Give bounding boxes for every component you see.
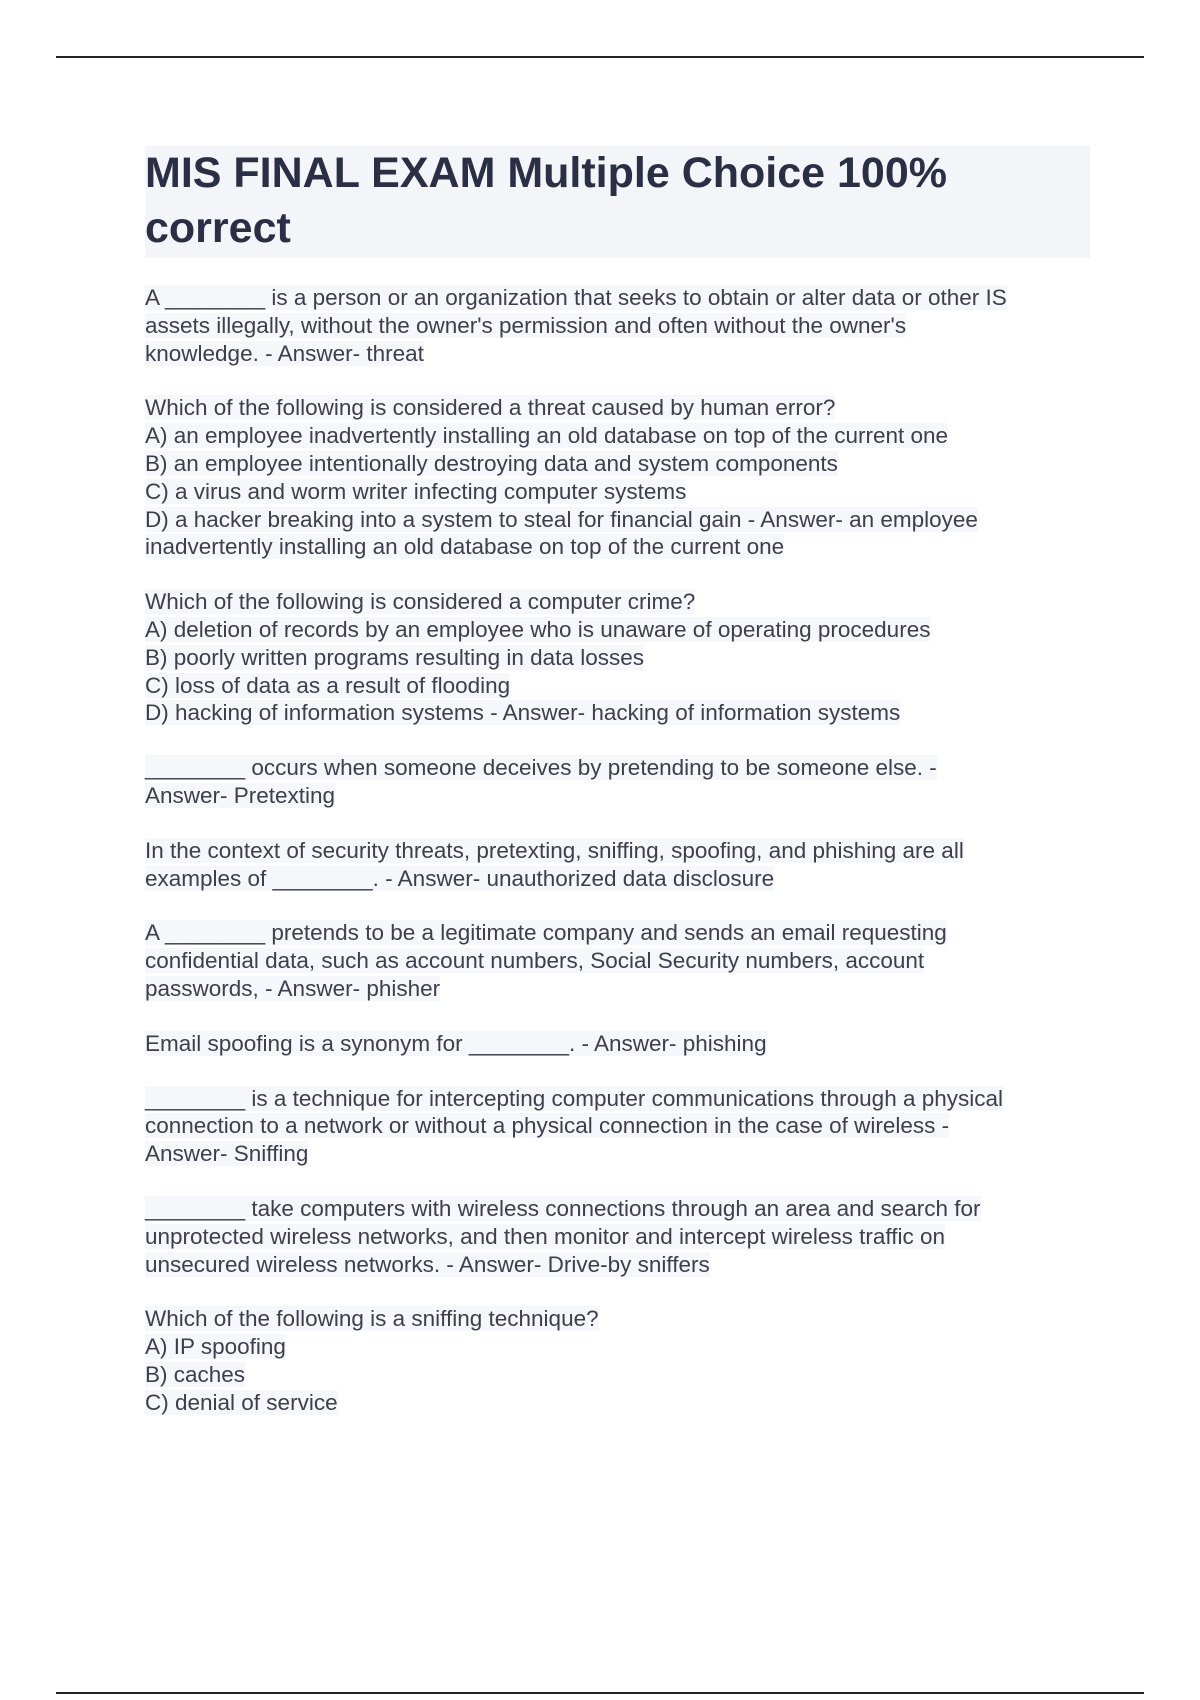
text-line (145, 1333, 1090, 1361)
text-line-content: Which of the following is considered a computer crime? (145, 589, 696, 615)
text-line-content: Answer- Pretexting (145, 782, 336, 808)
question-block (145, 837, 1090, 893)
text-line-content: unprotected wireless networks, and then monitor and intercept wireless traffic on (145, 1223, 945, 1249)
text-line-content: unsecured wireless networks. - Answer- Drive-by sniffers (145, 1251, 710, 1277)
text-line (145, 312, 1090, 340)
text-line-content: confidential data, such as account numbers, Social Security numbers, account (145, 948, 925, 974)
text-line-content: Answer- Sniffing (145, 1141, 309, 1167)
text-line (145, 1223, 1090, 1251)
text-line-content: connection to a network or without a physical connection in the case of wireless - (145, 1113, 950, 1139)
question-list (145, 284, 1090, 1417)
text-line-content: assets illegally, without the owner's permission and often without the owner's (145, 312, 907, 338)
text-line-content: ________ take computers with wireless connections through an area and search for (145, 1195, 981, 1221)
text-line (145, 588, 1090, 616)
text-line-content: A) deletion of records by an employee who is unaware of operating procedures (145, 616, 931, 642)
text-line-content: C) denial of service (145, 1389, 338, 1415)
title-block (145, 146, 1090, 258)
text-line (145, 616, 1090, 644)
page-title (145, 146, 1090, 256)
text-line (145, 754, 1090, 782)
question-block (145, 1085, 1090, 1168)
question-block (145, 919, 1090, 1002)
text-line (145, 506, 1090, 534)
text-line-content: B) poorly written programs resulting in data losses (145, 644, 644, 670)
question-block (145, 394, 1090, 561)
question-block (145, 1195, 1090, 1278)
top-rule (56, 56, 1144, 58)
text-line (145, 699, 1090, 727)
text-line-content: Email spoofing is a synonym for ________. - Answer- phishing (145, 1030, 767, 1056)
text-line (145, 1361, 1090, 1389)
text-line-content: knowledge. - Answer- threat (145, 340, 424, 366)
text-line (145, 394, 1090, 422)
text-line-content: B) caches (145, 1361, 246, 1387)
text-line-content: A ________ is a person or an organization that seeks to obtain or alter data or other IS (145, 285, 1007, 310)
text-line-content: passwords, - Answer- phisher (145, 975, 441, 1001)
document-body (145, 146, 1090, 1444)
text-line (145, 672, 1090, 700)
title-line: correct (145, 204, 291, 252)
text-line-content: D) a hacker breaking into a system to steal for financial gain - Answer- an employee (145, 506, 978, 532)
text-line (145, 1389, 1090, 1417)
text-line (145, 422, 1090, 450)
text-line-content: Which of the following is considered a threat caused by human error? (145, 395, 836, 421)
text-line-content: B) an employee intentionally destroying data and system components (145, 450, 838, 476)
text-line (145, 1085, 1090, 1113)
question-block (145, 754, 1090, 810)
text-line (145, 919, 1090, 947)
text-line (145, 644, 1090, 672)
question-block (145, 1305, 1090, 1416)
text-line (145, 450, 1090, 478)
text-line (145, 284, 1090, 312)
text-line (145, 837, 1090, 865)
question-block (145, 1030, 1090, 1058)
text-line (145, 1030, 1090, 1058)
text-line (145, 947, 1090, 975)
text-line (145, 1140, 1090, 1168)
text-line (145, 1195, 1090, 1223)
bottom-rule (56, 1692, 1144, 1694)
text-line (145, 1251, 1090, 1279)
text-line (145, 865, 1090, 893)
text-line (145, 1305, 1090, 1333)
question-block (145, 284, 1090, 367)
text-line (145, 478, 1090, 506)
text-line (145, 782, 1090, 810)
text-line-content: inadvertently installing an old database on top of the current one (145, 534, 785, 560)
text-line-content: ________ occurs when someone deceives by pretending to be someone else. - (145, 755, 937, 781)
text-line-content: A) an employee inadvertently installing an old database on top of the current one (145, 423, 949, 449)
text-line-content: C) loss of data as a result of flooding (145, 672, 511, 698)
text-line-content: C) a virus and worm writer infecting computer systems (145, 478, 687, 504)
text-line (145, 1112, 1090, 1140)
text-line-content: Which of the following is a sniffing technique? (145, 1306, 599, 1332)
text-line-content: examples of ________. - Answer- unauthorized data disclosure (145, 865, 775, 891)
text-line (145, 340, 1090, 368)
text-line (145, 975, 1090, 1003)
text-line (145, 533, 1090, 561)
text-line-content: D) hacking of information systems - Answer- hacking of information systems (145, 700, 901, 726)
text-line-content: In the context of security threats, pretexting, sniffing, spoofing, and phishing are all (145, 837, 964, 863)
title-line: MIS FINAL EXAM Multiple Choice 100% (145, 149, 947, 197)
text-line-content: ________ is a technique for intercepting computer communications through a physical (145, 1085, 1004, 1111)
question-block (145, 588, 1090, 727)
text-line-content: A) IP spoofing (145, 1334, 286, 1360)
text-line-content: A ________ pretends to be a legitimate company and sends an email requesting (145, 920, 947, 946)
